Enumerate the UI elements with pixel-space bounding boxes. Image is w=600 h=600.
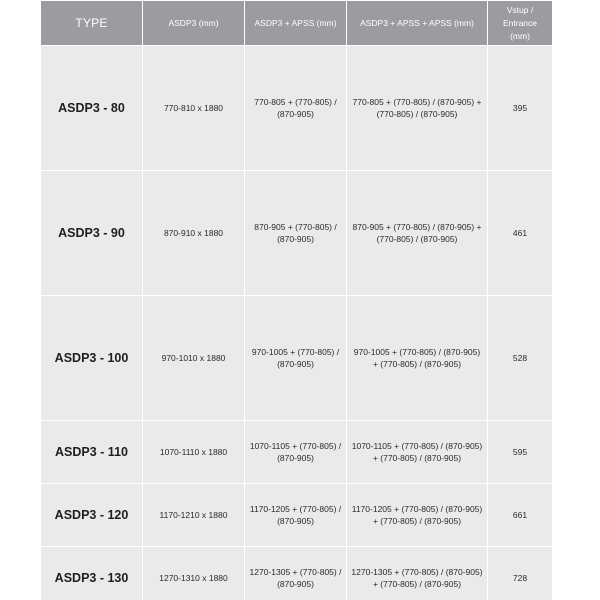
entrance-cell: 661 (488, 484, 553, 547)
asdp3-cell: 1270-1310 x 1880 (143, 547, 245, 600)
asdp3-apss-cell: 870-905 + (770-805) / (870-905) (245, 171, 347, 296)
asdp3-apss-apss-cell: 970-1005 + (770-805) / (870-905) + (770-805) / (870-905) (347, 296, 488, 421)
asdp3-apss-cell: 770-805 + (770-805) / (870-905) (245, 46, 347, 171)
asdp3-apss-cell: 1170-1205 + (770-805) / (870-905) (245, 484, 347, 547)
entrance-cell: 595 (488, 421, 553, 484)
asdp3-apss-apss-cell: 870-905 + (770-805) / (870-905) + (770-805) / (870-905) (347, 171, 488, 296)
asdp3-cell: 970-1010 x 1880 (143, 296, 245, 421)
header-row (41, 1, 553, 46)
entrance-cell: 461 (488, 171, 553, 296)
header-asdp3: ASDP3 (mm) (143, 1, 245, 46)
header-asdp3-apss-apss: ASDP3 + APSS + APSS (mm) (347, 1, 488, 46)
entrance-cell: 395 (488, 46, 553, 171)
asdp3-apss-apss-cell: 770-805 + (770-805) / (870-905) + (770-805) / (870-905) (347, 46, 488, 171)
type-cell: ASDP3 - 110 (41, 421, 143, 484)
asdp3-cell: 770-810 x 1880 (143, 46, 245, 171)
header-asdp3-apss: ASDP3 + APSS (mm) (245, 1, 347, 46)
table-row (41, 547, 553, 600)
type-cell: ASDP3 - 120 (41, 484, 143, 547)
asdp3-apss-apss-cell: 1170-1205 + (770-805) / (870-905) + (770-805) / (870-905) (347, 484, 488, 547)
header-type: TYPE (41, 1, 143, 46)
asdp3-cell: 870-910 x 1880 (143, 171, 245, 296)
asdp3-apss-cell: 1270-1305 + (770-805) / (870-905) (245, 547, 347, 600)
asdp3-cell: 1170-1210 x 1880 (143, 484, 245, 547)
dimensions-table (40, 0, 552, 600)
asdp3-apss-cell: 1070-1105 + (770-805) / (870-905) (245, 421, 347, 484)
type-cell: ASDP3 - 100 (41, 296, 143, 421)
type-cell: ASDP3 - 80 (41, 46, 143, 171)
asdp3-apss-apss-cell: 1270-1305 + (770-805) / (870-905) + (770-805) / (870-905) (347, 547, 488, 600)
asdp3-cell: 1070-1110 x 1880 (143, 421, 245, 484)
asdp3-apss-cell: 970-1005 + (770-805) / (870-905) (245, 296, 347, 421)
table-row (41, 484, 553, 547)
header-entrance: Vstup / Entrance (mm) (488, 1, 553, 46)
entrance-cell: 528 (488, 296, 553, 421)
type-cell: ASDP3 - 130 (41, 547, 143, 600)
table-row (41, 421, 553, 484)
asdp3-apss-apss-cell: 1070-1105 + (770-805) / (870-905) + (770-805) / (870-905) (347, 421, 488, 484)
table-row (41, 171, 553, 296)
spec-table-container (40, 0, 552, 600)
entrance-cell: 728 (488, 547, 553, 600)
table-row (41, 46, 553, 171)
table-row (41, 296, 553, 421)
type-cell: ASDP3 - 90 (41, 171, 143, 296)
